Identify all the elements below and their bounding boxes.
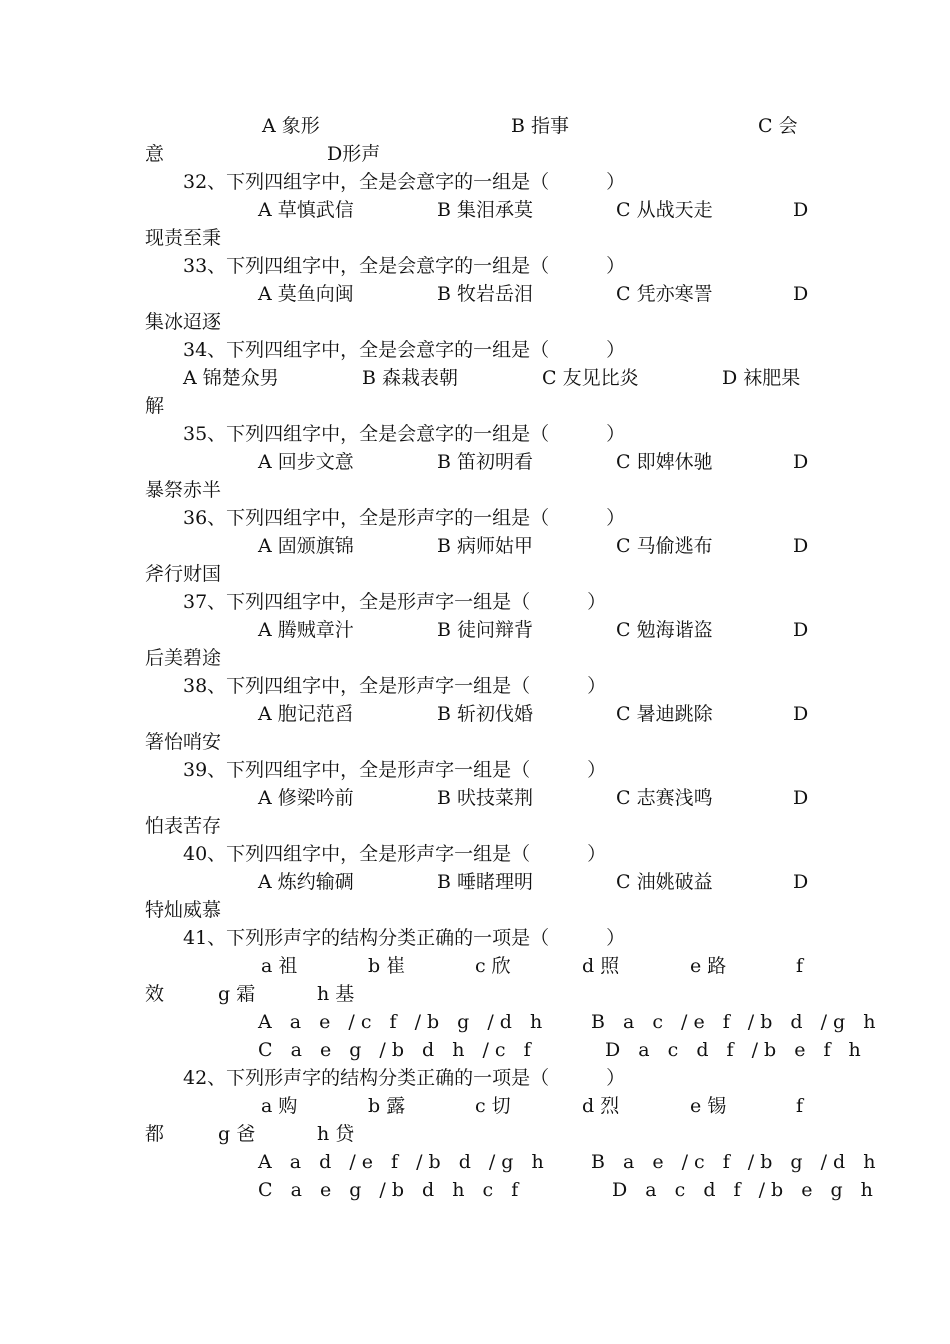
answers-line-41-2 <box>0 1036 950 1064</box>
option-c: C 勉海谐盗 <box>616 619 713 641</box>
option-b: B 病师姑甲 <box>437 535 534 557</box>
question-33 <box>0 252 950 280</box>
option-a: A 锦楚众男 <box>183 367 279 389</box>
char-a: a 购 <box>261 1095 298 1117</box>
wrap-line-32 <box>0 224 950 252</box>
char-f-wrap: 都 <box>145 1123 165 1145</box>
option-c: C 凭亦寒詈 <box>616 283 713 305</box>
option-b: B 牧岩岳泪 <box>437 283 534 305</box>
question-41 <box>0 924 950 952</box>
wrap-text-31: 意 <box>145 143 165 165</box>
question-36 <box>0 504 950 532</box>
option-a: A 固颁旗锦 <box>258 535 354 557</box>
question-text: 35、下列四组字中，全是会意字的一组是（ ） <box>183 423 626 445</box>
option-b: B 唾睹理明 <box>437 871 534 893</box>
chars-line-42 <box>0 1092 950 1120</box>
question-32 <box>0 168 950 196</box>
question-text: 32、下列四组字中，全是会意字的一组是（ ） <box>183 171 626 193</box>
option-d: D <box>793 451 809 473</box>
answer-d: D a c d f /b e f h <box>605 1039 867 1061</box>
options-line-36 <box>0 532 950 560</box>
option-a: A 腾贼章汁 <box>258 619 354 641</box>
option-d: D <box>793 703 809 725</box>
wrap-line-38 <box>0 728 950 756</box>
option-a-31: A 象形 <box>262 115 320 137</box>
option-b: B 森栽表朝 <box>362 367 459 389</box>
question-text: 34、下列四组字中，全是会意字的一组是（ ） <box>183 339 626 361</box>
answer-c: C a e g /b d h /c f <box>258 1039 537 1061</box>
option-b: B 斩初伐婚 <box>437 703 534 725</box>
option-c: C 油姚破益 <box>616 871 713 893</box>
option-a: A 草慎武信 <box>258 199 354 221</box>
option-d: D 袜肥果 <box>722 367 801 389</box>
question-text: 38、下列四组字中，全是形声字一组是（ ） <box>183 675 607 697</box>
options-line-37 <box>0 616 950 644</box>
option-a: A 胞记范舀 <box>258 703 354 725</box>
options-line-39 <box>0 784 950 812</box>
options-line-40 <box>0 868 950 896</box>
chars-line-41 <box>0 952 950 980</box>
wrap-line-36 <box>0 560 950 588</box>
question-40 <box>0 840 950 868</box>
option-d-wrap: 怕表苦存 <box>145 815 222 837</box>
question-38 <box>0 672 950 700</box>
option-b: B 吠技菜荆 <box>437 787 534 809</box>
option-b: B 徒问辩背 <box>437 619 534 641</box>
answers-line-41-1 <box>0 1008 950 1036</box>
question-text: 39、下列四组字中，全是形声字一组是（ ） <box>183 759 607 781</box>
answer-c: C a e g /b d h c f <box>258 1179 525 1201</box>
option-c: C 马偷逃布 <box>616 535 713 557</box>
option-d: D <box>793 535 809 557</box>
option-c: C 暑迪跳除 <box>616 703 713 725</box>
option-d-wrap: 现责至秉 <box>145 227 222 249</box>
options-line-34 <box>0 364 950 392</box>
question-text: 33、下列四组字中，全是会意字的一组是（ ） <box>183 255 626 277</box>
char-c: c 切 <box>475 1095 511 1117</box>
char-e: e 锡 <box>690 1095 727 1117</box>
option-d: D <box>793 283 809 305</box>
option-c: C 志赛浅鸣 <box>616 787 713 809</box>
options-line-31 <box>0 112 950 140</box>
option-c-31: C 会 <box>758 115 798 137</box>
answer-a: A a d /e f /b d /g h <box>258 1151 550 1173</box>
wrap-line-39 <box>0 812 950 840</box>
question-37 <box>0 588 950 616</box>
answer-b: B a c /e f /b d /g h <box>591 1011 882 1033</box>
option-d-wrap: 箸怡哨安 <box>145 731 222 753</box>
char-f: f <box>796 955 804 977</box>
option-a: A 炼约输碉 <box>258 871 354 893</box>
option-a: A 回步文意 <box>258 451 354 473</box>
options-line-38 <box>0 700 950 728</box>
question-34 <box>0 336 950 364</box>
question-39 <box>0 756 950 784</box>
option-b: B 集泪承莫 <box>437 199 534 221</box>
question-42 <box>0 1064 950 1092</box>
wrap-line-31 <box>0 140 950 168</box>
question-text: 42、下列形声字的结构分类正确的一项是（ ） <box>183 1067 626 1089</box>
chars-wrap-line-42 <box>0 1120 950 1148</box>
option-b-31: B 指事 <box>511 115 570 137</box>
char-h: h 基 <box>317 983 355 1005</box>
char-g: g 霜 <box>218 983 256 1005</box>
char-g: g 爸 <box>218 1123 256 1145</box>
option-d: D <box>793 199 809 221</box>
question-text: 36、下列四组字中，全是形声字的一组是（ ） <box>183 507 626 529</box>
option-d-wrap: 特灿威慕 <box>145 899 222 921</box>
option-d: D <box>793 619 809 641</box>
options-line-32 <box>0 196 950 224</box>
option-a: A 莫鱼向闽 <box>258 283 354 305</box>
option-a: A 修梁吟前 <box>258 787 354 809</box>
question-text: 37、下列四组字中，全是形声字一组是（ ） <box>183 591 607 613</box>
char-f-wrap: 效 <box>145 983 165 1005</box>
option-c: C 即婢休驰 <box>616 451 713 473</box>
option-d: D <box>793 871 809 893</box>
option-d-wrap: 后美碧途 <box>145 647 222 669</box>
wrap-line-34 <box>0 392 950 420</box>
chars-wrap-line-41 <box>0 980 950 1008</box>
char-c: c 欣 <box>475 955 511 977</box>
option-c: C 从战天走 <box>616 199 713 221</box>
answer-a: A a e /c f /b g /d h <box>258 1011 549 1033</box>
char-d: d 照 <box>582 955 620 977</box>
answers-line-42-2 <box>0 1176 950 1204</box>
option-c: C 友见比炎 <box>542 367 639 389</box>
question-text: 41、下列形声字的结构分类正确的一项是（ ） <box>183 927 626 949</box>
char-d: d 烈 <box>582 1095 620 1117</box>
option-d-wrap: 集冰迢逐 <box>145 311 222 333</box>
wrap-line-40 <box>0 896 950 924</box>
char-e: e 路 <box>690 955 727 977</box>
option-b: B 笛初明看 <box>437 451 534 473</box>
wrap-line-35 <box>0 476 950 504</box>
question-35 <box>0 420 950 448</box>
answer-b: B a e /c f /b g /d h <box>591 1151 882 1173</box>
answer-d: D a c d f /b e g h <box>612 1179 879 1201</box>
char-b: b 崔 <box>368 955 406 977</box>
char-b: b 露 <box>368 1095 406 1117</box>
option-d-wrap: 斧行财国 <box>145 563 222 585</box>
option-d: D <box>793 787 809 809</box>
answers-line-42-1 <box>0 1148 950 1176</box>
char-h: h 贷 <box>317 1123 355 1145</box>
question-text: 40、下列四组字中，全是形声字一组是（ ） <box>183 843 607 865</box>
option-d-31: D形声 <box>327 143 381 165</box>
char-f: f <box>796 1095 804 1117</box>
wrap-line-37 <box>0 644 950 672</box>
option-d-wrap: 解 <box>145 395 165 417</box>
char-a: a 祖 <box>261 955 298 977</box>
wrap-line-33 <box>0 308 950 336</box>
options-line-35 <box>0 448 950 476</box>
options-line-33 <box>0 280 950 308</box>
option-d-wrap: 暴祭赤半 <box>145 479 222 501</box>
